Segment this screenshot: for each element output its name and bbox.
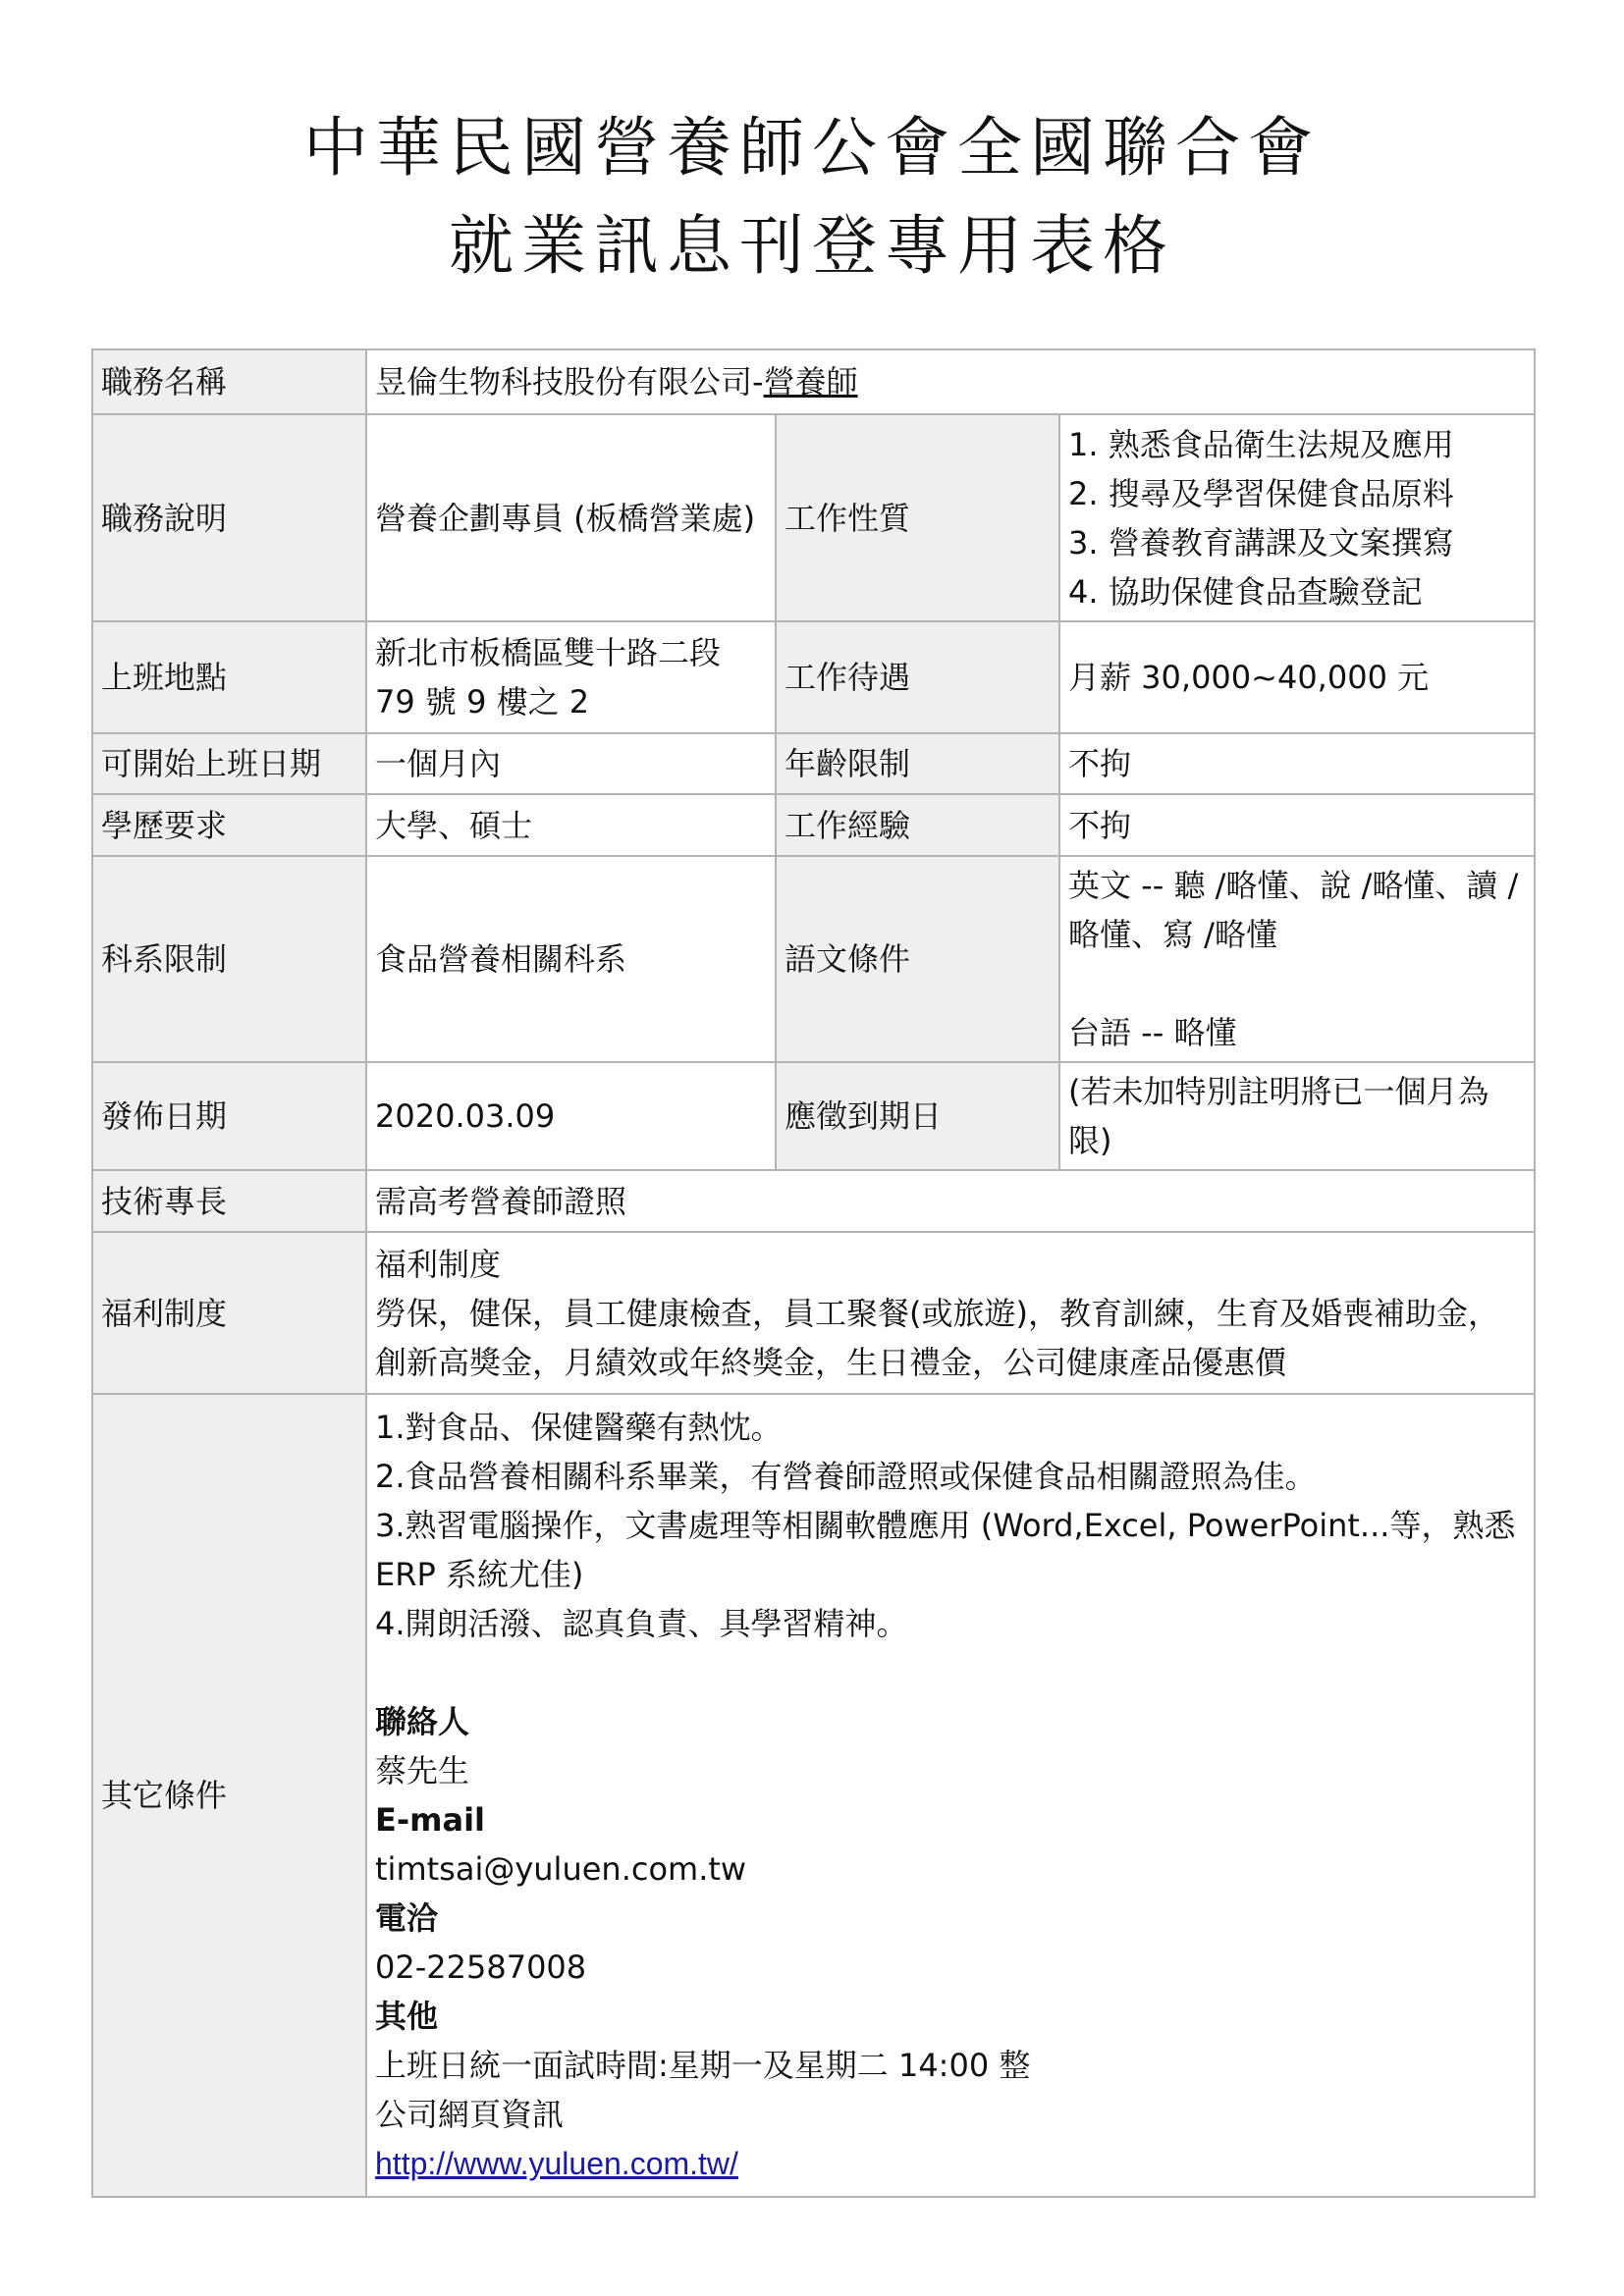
- benefits-heading: 福利制度: [375, 1245, 502, 1283]
- benefits-label: 福利制度: [92, 1232, 366, 1394]
- location-value: 新北市板橋區雙十路二段 79 號 9 樓之 2: [366, 621, 776, 733]
- phone-heading: 電洽: [375, 1899, 439, 1937]
- skills-value: 需高考營養師證照: [366, 1170, 1535, 1232]
- website-link[interactable]: http://www.yuluen.com.tw/: [375, 2146, 738, 2181]
- education-label: 學歷要求: [92, 794, 366, 856]
- position-name: 營養師: [763, 363, 858, 400]
- age-limit-value: 不拘: [1059, 733, 1535, 794]
- row-start-date: [92, 733, 1535, 794]
- publish-date-label: 發佈日期: [92, 1062, 366, 1170]
- row-job-title: [92, 349, 1535, 414]
- english-requirement: 英文 -- 聽 /略懂、說 /略懂、讀 /略懂、寫 /略懂: [1068, 867, 1519, 953]
- job-description-label: 職務說明: [92, 414, 366, 621]
- row-skills: [92, 1170, 1535, 1232]
- start-date-value: 一個月內: [366, 733, 776, 794]
- row-education: [92, 794, 1535, 856]
- job-title-label: 職務名稱: [92, 349, 366, 414]
- taiwanese-requirement: 台語 -- 略懂: [1068, 1014, 1237, 1051]
- list-item: 1. 熟悉食品衛生法規及應用: [1068, 425, 1454, 463]
- row-other-conditions: [92, 1394, 1535, 2197]
- department-label: 科系限制: [92, 856, 366, 1062]
- website-label: 公司網頁資訊: [375, 2096, 565, 2133]
- other-label: 其它條件: [92, 1394, 366, 2197]
- job-nature-value: [1059, 414, 1535, 621]
- list-item: 2. 搜尋及學習保健食品原料: [1068, 474, 1454, 512]
- row-job-description: [92, 414, 1535, 621]
- email-heading: E-mail: [375, 1801, 486, 1839]
- document-title-line1: 中華民國營養師公會全國聯合會: [303, 110, 1321, 186]
- benefits-value: [366, 1232, 1535, 1394]
- list-item: 3. 營養教育講課及文案撰寫: [1068, 523, 1454, 561]
- phone-value: 02-22587008: [375, 1949, 587, 1986]
- misc-heading: 其他: [375, 1998, 439, 2035]
- row-location: [92, 621, 1535, 733]
- publish-date-value: 2020.03.09: [366, 1062, 776, 1170]
- condition-item: 1.對食品、保健醫藥有熱忱。: [375, 1409, 783, 1446]
- location-label: 上班地點: [92, 621, 366, 733]
- department-value: 食品營養相關科系: [366, 856, 776, 1062]
- salary-value: 月薪 30,000~40,000 元: [1059, 621, 1535, 733]
- document-title-line2: 就業訊息刊登專用表格: [449, 208, 1175, 284]
- job-title-value: [366, 349, 1535, 414]
- experience-label: 工作經驗: [776, 794, 1059, 856]
- job-nature-label: 工作性質: [776, 414, 1059, 621]
- list-item: 4. 協助保健食品查驗登記: [1068, 572, 1423, 611]
- company-name: 昱倫生物科技股份有限公司-: [375, 363, 764, 400]
- job-description-value: 營養企劃專員 (板橋營業處): [366, 414, 776, 621]
- age-limit-label: 年齡限制: [776, 733, 1059, 794]
- experience-value: 不拘: [1059, 794, 1535, 856]
- salary-label: 工作待遇: [776, 621, 1059, 733]
- other-value: [366, 1394, 1535, 2197]
- benefits-text: 勞保，健保，員工健康檢查，員工聚餐(或旅遊)，教育訓練，生育及婚喪補助金，創新高獎金，月績效或年終獎金，生日禮金，公司健康產品優惠價: [375, 1294, 1499, 1381]
- row-department: [92, 856, 1535, 1062]
- condition-item: 4.開朗活潑、認真負責、具學習精神。: [375, 1605, 908, 1642]
- start-date-label: 可開始上班日期: [92, 733, 366, 794]
- language-value: [1059, 856, 1535, 1062]
- job-nature-list: [1068, 420, 1526, 616]
- contact-heading: 聯絡人: [375, 1703, 470, 1740]
- interview-time: 上班日統一面試時間:星期一及星期二 14:00 整: [375, 2047, 1031, 2084]
- education-value: 大學、碩士: [366, 794, 776, 856]
- language-label: 語文條件: [776, 856, 1059, 1062]
- row-publish-date: [92, 1062, 1535, 1170]
- contact-name: 蔡先生: [375, 1752, 470, 1789]
- email-value: timtsai@yuluen.com.tw: [375, 1850, 747, 1888]
- deadline-label: 應徵到期日: [776, 1062, 1059, 1170]
- job-posting-table: [91, 348, 1536, 2198]
- row-benefits: [92, 1232, 1535, 1394]
- skills-label: 技術專長: [92, 1170, 366, 1232]
- condition-item: 3.熟習電腦操作，文書處理等相關軟體應用 (Word,Excel, PowerPoint...等，熟悉ERP 系統尤佳): [375, 1507, 1516, 1593]
- condition-item: 2.食品營養相關科系畢業，有營養師證照或保健食品相關證照為佳。: [375, 1458, 1317, 1495]
- deadline-value: (若未加特別註明將已一個月為限): [1059, 1062, 1535, 1170]
